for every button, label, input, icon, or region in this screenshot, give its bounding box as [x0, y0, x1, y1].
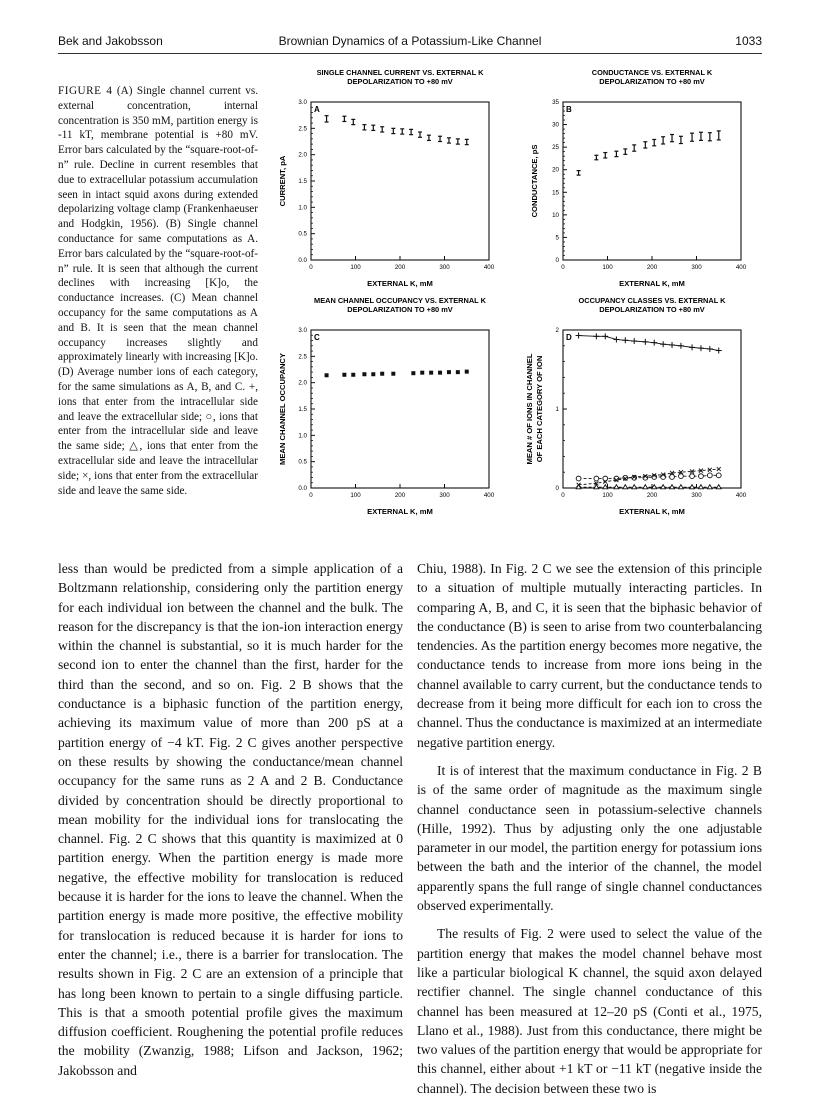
body-paragraph: Chiu, 1988). In Fig. 2 C we see the extension of this principle to a situation of multiple mutually interacting particles. In comparing A, B, and C, it is seen that the biphasic behavior of the conductance (B) is seen to arise from two counterbalancing tendencies. As the partition energy becomes more negative, the conductance tends to increase from more ions being in the channel available to carry current, but the conductance tends to decrease from it being more difficult for each ion to cross the channel. Thus the conductance is maximized at an intermediate negative partition energy. [417, 561, 762, 750]
chart-b-y-tick-label: 15 [552, 189, 559, 197]
chart-d-x-tick-label: 200 [646, 492, 658, 499]
chart-d-series-3-point [623, 485, 628, 489]
chart-a-x-tick-label: 200 [394, 264, 406, 271]
chart-c-data-point [429, 371, 433, 375]
chart-b-y-tick-label: 35 [552, 99, 559, 106]
chart-c-x-label: EXTERNAL K, mM [367, 507, 433, 516]
chart-b [516, 66, 754, 296]
chart-d-series-0-point [602, 333, 608, 339]
chart-d-series-3-point [661, 485, 666, 489]
chart-d-series-1-point [661, 475, 666, 480]
chart-c-data-point [465, 370, 469, 374]
chart-d-series-1-point [623, 475, 628, 480]
chart-a-y-tick-label: 2.0 [298, 151, 307, 159]
chart-b-x-tick-label: 400 [735, 264, 747, 271]
chart-a-x-tick-label: 100 [350, 264, 361, 271]
chart-d-x-tick-label: 100 [602, 492, 613, 499]
chart-b-y-tick-label: 30 [552, 121, 559, 129]
chart-c-x-tick-label: 200 [394, 492, 406, 499]
chart-a-data-point [418, 132, 422, 137]
chart-c-x-tick-label: 0 [309, 492, 313, 499]
chart-panel-a [264, 66, 502, 288]
figure-caption-text: (A) Single channel current vs. external concentration, internal concentration is 350 mM, partition energy is -11 kT, membrane potential is +80 mV. Error bars calculated by the “square-root-of-n” rule. Decline in current resembles that due to extracellular potassium accumulation seen in intact squid axons during extended depolarizing voltage clamp (Frankenhaeuser and Hodgkin, 1956). (B) Single channel conductance for same computations as A. Error bars calculated by the “square-root-of-n” rule. It is seen that although the current declines with increasing [K]o, the conductance increases. (C) Mean channel occupancy for the same computations as A and B. It is seen that the mean channel occupancy increases slightly and approximately linearly with increasing [K]o. (D) Average number ions of each category, for the same simulations as A, B, and C. +, ions that enter from the intracellular side and leave the extracellular side; ○, ions that enter from the intracellular side and leave the same side; △, ions that enter from the extracellular side and leave the intracellular side; ×, ions that enter from the extracellular side and leave the same side. [58, 85, 259, 497]
chart-d-series-3-point [670, 485, 675, 489]
chart-d-panel-letter: D [566, 333, 572, 342]
chart-a-data-point [438, 136, 442, 141]
body-paragraph: It is of interest that the maximum conductance in Fig. 2 B is of the same order of magnitude as the maximum single channel conductance seen in potassium-selective channels (Hille, 1992). Thus by adjusting only the one adjustable parameter in our model, the partition energy for potassium ions between the bath and the interior of the channel, the model apparently spans the full range of single channel conductances observed experimentally. [417, 762, 762, 914]
chart-b-y-tick-label: 25 [552, 144, 559, 152]
chart-b-data-point [643, 142, 647, 148]
chart-d-series-1-point [690, 474, 695, 479]
chart-c-panel-letter: C [314, 333, 320, 342]
chart-b-data-point [577, 171, 581, 176]
chart-d-series-3-point [603, 485, 608, 489]
chart-a-title-line: SINGLE CHANNEL CURRENT VS. EXTERNAL K [316, 68, 484, 77]
chart-d-y-label: OF EACH CATEGORY OF ION [535, 355, 544, 463]
chart-b-y-label: CONDUCTANCE, pS [530, 144, 539, 218]
chart-a-data-point [391, 128, 395, 133]
chart-d-series-0-point [698, 345, 704, 351]
chart-b-data-point [652, 139, 656, 145]
chart-c-data-point [362, 372, 366, 376]
chart-a-data-point [371, 125, 375, 130]
chart-d-series-0-point [660, 341, 666, 347]
chart-d-x-label: EXTERNAL K, mM [619, 507, 685, 516]
chart-b-data-point [690, 133, 694, 141]
chart-b-data-point [623, 149, 627, 154]
chart-d-series-3-point [707, 485, 712, 489]
chart-b-frame [563, 102, 741, 260]
chart-c-y-tick-label: 0.0 [298, 485, 307, 492]
chart-a-data-point [362, 125, 366, 130]
chart-d-frame [563, 330, 741, 488]
chart-a-y-tick-label: 0.5 [298, 230, 307, 238]
chart-c-data-point [391, 372, 395, 376]
chart-c-data-point [371, 372, 375, 376]
chart-d-series-line-2 [579, 469, 719, 485]
chart-d-series-line-0 [579, 336, 719, 351]
chart-a-x-tick-label: 300 [439, 264, 450, 271]
chart-d-series-3-point [679, 485, 684, 489]
chart-d-series-0-point [689, 344, 695, 350]
chart-d-y-tick-label: 0 [555, 485, 559, 492]
chart-d-series-1-point [576, 476, 581, 481]
chart-d-series-1-point [632, 475, 637, 480]
chart-a [264, 66, 502, 296]
chart-a-data-point [456, 139, 460, 144]
chart-b-x-tick-label: 200 [646, 264, 658, 271]
chart-b-data-point [632, 145, 636, 151]
chart-d-series-0-point [631, 338, 637, 344]
chart-d-y-tick-label: 2 [555, 327, 559, 334]
running-head-authors: Bek and Jakobsson [58, 34, 163, 48]
chart-c-data-point [380, 372, 384, 376]
chart-d-series-0-point [678, 343, 684, 349]
figure-label: FIGURE 4 [58, 85, 113, 97]
chart-a-data-point [465, 139, 469, 144]
chart-d-series-0-point [642, 339, 648, 345]
chart-a-y-tick-label: 0.0 [298, 257, 307, 264]
chart-c-data-point [456, 370, 460, 374]
chart-a-data-point [380, 127, 384, 132]
chart-a-frame [311, 102, 489, 260]
chart-a-data-point [427, 135, 431, 140]
chart-a-data-point [409, 129, 413, 134]
chart-b-data-point [699, 132, 703, 140]
chart-b-data-point [594, 155, 598, 160]
body-column-left [58, 559, 403, 1080]
chart-c-x-tick-label: 400 [483, 492, 495, 499]
chart-b-x-tick-label: 0 [561, 264, 565, 271]
chart-b-data-point [670, 135, 674, 142]
chart-c-y-tick-label: 3.0 [298, 327, 307, 334]
chart-panel-c [264, 294, 502, 516]
chart-c-y-tick-label: 0.5 [298, 458, 307, 466]
chart-d-series-3-point [643, 485, 648, 489]
figure-caption [58, 84, 258, 498]
chart-d-series-1-point [707, 473, 712, 478]
chart-b-data-point [717, 131, 721, 140]
chart-b-data-point [708, 133, 712, 141]
chart-b-x-tick-label: 300 [691, 264, 702, 271]
chart-c-data-point [438, 371, 442, 375]
chart-d-series-3-point [690, 485, 695, 489]
chart-d-series-0-point [593, 333, 599, 339]
body-paragraph: less than would be predicted from a simple application of a Boltzmann relationship, considering only the partition energy for each individual ion between the channel and the bulk. The reason for the discrepancy is that the ion-ion interaction energy within the channel is substantial, so it is much harder for the second ion to enter the channel than the first, harder for the third than the second, and so on. Fig. 2 B shows that the conductance is a biphasic function of the partition energy, achieving its maximum value of more than 200 pS at a partition energy of −4 kT. Fig. 2 C gives another perspective on these results by showing the conductance/mean channel occupancy for the same runs as 2 A and 2 B. Conductance divided by concentration should be directly proportional to mean mobility for the individual ions for translocating the channel. Fig. 2 C shows that this quantity is maximized at 0 partition energy. When the partition energy is made more negative, the effective mobility for translocation is reduced because it is harder for the ions to leave the channel. When the partition energy is made more positive, the effective mobility for translocation is reduced because it is harder for ions to enter the channel; i.e., there is a barrier for translocation. The results shown in Fig. 2 C are an extension of a principle that has long been known to pertain to a single diffusing particle. This is that a smooth potential profile gives the maximum diffusion coefficient. Roughening the potential profile reduces the mobility (Zwanzig, 1988; Lifson and Jackson, 1962; Jakobsson and [58, 561, 403, 1078]
chart-b-y-tick-label: 5 [555, 234, 559, 242]
chart-b-y-tick-label: 20 [552, 166, 559, 174]
chart-d-x-tick-label: 400 [735, 492, 747, 499]
chart-a-y-tick-label: 3.0 [298, 99, 307, 106]
chart-a-x-label: EXTERNAL K, mM [367, 279, 433, 288]
chart-b-data-point [679, 136, 683, 143]
chart-c-data-point [351, 373, 355, 377]
chart-b-x-label: EXTERNAL K, mM [619, 279, 685, 288]
chart-d-series-3-point [716, 485, 721, 489]
chart-d-y-label: MEAN # OF IONS IN CHANNEL [525, 353, 534, 465]
chart-c-data-point [447, 370, 451, 374]
chart-d-y-tick-label: 1 [555, 406, 559, 413]
chart-a-data-point [447, 138, 451, 143]
chart-c-title-line: MEAN CHANNEL OCCUPANCY VS. EXTERNAL K [314, 296, 486, 305]
chart-d-series-2-point [717, 467, 721, 471]
chart-c-data-point [342, 373, 346, 377]
chart-d-title-line: OCCUPANCY CLASSES VS. EXTERNAL K [578, 296, 726, 305]
chart-d-title-line: DEPOLARIZATION TO +80 mV [599, 305, 705, 314]
chart-d-series-0-point [707, 346, 713, 352]
chart-c-title-line: DEPOLARIZATION TO +80 mV [347, 305, 453, 314]
chart-d-series-3-point [576, 485, 581, 489]
chart-a-data-point [325, 116, 329, 122]
chart-b-data-point [661, 137, 665, 144]
chart-a-data-point [400, 129, 404, 134]
chart-a-y-label: CURRENT, pA [278, 155, 287, 207]
chart-c-y-label: MEAN CHANNEL OCCUPANCY [278, 353, 287, 465]
chart-a-title-line: DEPOLARIZATION TO +80 mV [347, 77, 453, 86]
chart-c-y-tick-label: 1.5 [298, 406, 307, 413]
chart-d-x-tick-label: 0 [561, 492, 565, 499]
chart-c-data-point [420, 371, 424, 375]
body-column-right [417, 559, 762, 1098]
chart-c [264, 294, 502, 524]
chart-b-data-point [603, 153, 607, 158]
chart-b-title-line: DEPOLARIZATION TO +80 mV [599, 77, 705, 86]
chart-d-series-0-point [576, 333, 582, 339]
chart-d-series-1-point [594, 476, 599, 481]
chart-d-x-tick-label: 300 [691, 492, 702, 499]
chart-panel-b [516, 66, 754, 288]
chart-d-series-3-point [614, 485, 619, 489]
chart-d-series-0-point [622, 337, 628, 343]
chart-d-series-0-point [669, 342, 675, 348]
chart-b-data-point [614, 151, 618, 156]
chart-d-series-0-point [651, 340, 657, 346]
chart-a-y-tick-label: 1.5 [298, 178, 307, 185]
chart-c-y-tick-label: 1.0 [298, 432, 307, 440]
chart-d-series-1-point [699, 474, 704, 479]
chart-a-data-point [342, 116, 346, 121]
chart-a-y-tick-label: 1.0 [298, 204, 307, 212]
chart-panel-d [516, 294, 754, 516]
chart-d-series-0-point [613, 336, 619, 342]
chart-c-x-tick-label: 300 [439, 492, 450, 499]
chart-a-y-tick-label: 2.5 [298, 125, 307, 133]
running-head-title: Brownian Dynamics of a Potassium-Like Channel [278, 34, 542, 48]
chart-c-data-point [325, 373, 329, 377]
chart-b-x-tick-label: 100 [602, 264, 613, 271]
chart-d-series-3-point [652, 485, 657, 489]
chart-d [516, 294, 754, 524]
page-number: 1033 [735, 34, 762, 48]
chart-d-series-0-point [716, 348, 722, 354]
chart-a-x-tick-label: 400 [483, 264, 495, 271]
chart-a-panel-letter: A [314, 105, 320, 114]
chart-d-series-3-point [699, 485, 704, 489]
running-head [58, 34, 762, 50]
chart-b-y-tick-label: 10 [552, 211, 559, 219]
chart-b-y-tick-label: 0 [555, 257, 559, 264]
chart-a-data-point [351, 119, 355, 124]
header-rule [58, 53, 762, 54]
chart-b-panel-letter: B [566, 105, 572, 114]
chart-c-data-point [411, 371, 415, 375]
body-paragraph: The results of Fig. 2 were used to select the value of the partition energy that makes the model channel behave most like a particular biological K channel, the squid axon delayed rectifier channel. The single channel conductance of this channel has been measured at 12–20 pS (Conti et al., 1975, Llano et al., 1988). Just from this conductance, there might be two values of the partition energy that would be appropriate for this channel, either about +1 kT or −11 kT (negative inside the channel). The decision between these two is [417, 926, 762, 1096]
chart-c-x-tick-label: 100 [350, 492, 361, 499]
chart-d-series-1-point [716, 473, 721, 478]
chart-b-title-line: CONDUCTANCE VS. EXTERNAL K [591, 68, 713, 77]
chart-c-frame [311, 330, 489, 488]
chart-a-x-tick-label: 0 [309, 264, 313, 271]
chart-c-y-tick-label: 2.0 [298, 379, 307, 387]
chart-d-series-3-point [632, 485, 637, 489]
chart-c-y-tick-label: 2.5 [298, 353, 307, 361]
